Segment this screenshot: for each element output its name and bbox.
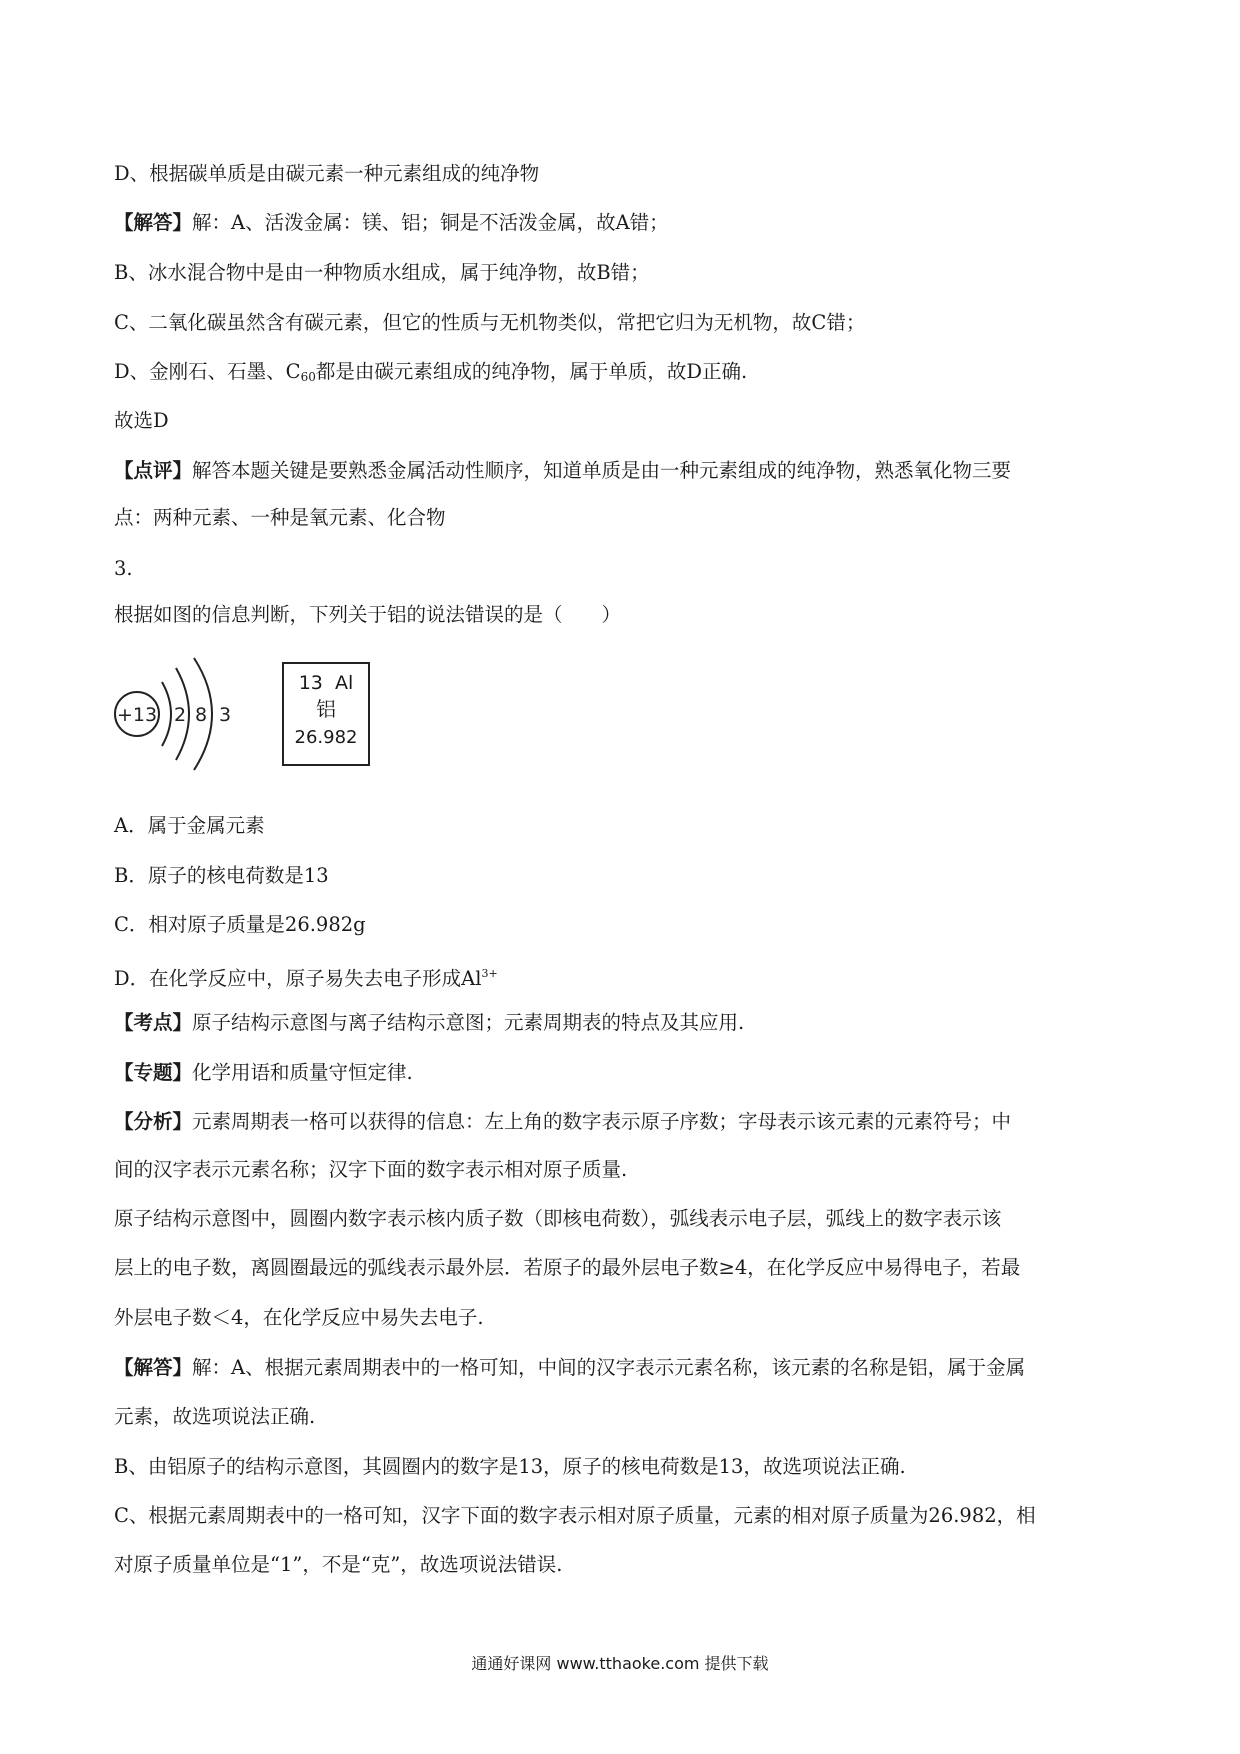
kaodian-text: 原子结构示意图与离子结构示意图；元素周期表的特点及其应用. — [192, 1011, 745, 1034]
fenxi-text: 元素周期表一格可以获得的信息：左上角的数字表示原子序数；字母表示该元素的元素符号；中 — [192, 1110, 1012, 1133]
fenxi-line — [114, 1108, 1011, 1136]
comment-text: 解答本题关键是要熟悉金属活动性顺序，知道单质是由一种元素组成的纯净物，熟悉氧化物三要 — [192, 459, 1012, 482]
periodic-table-cell — [282, 662, 370, 766]
jieda-line — [114, 1354, 1025, 1382]
option-d — [114, 960, 498, 993]
text-segment: 都是由碳元素组成的纯净物，属于单质，故D正确. — [315, 360, 748, 383]
text-line: 点：两种元素、一种是氧元素、化合物 — [114, 506, 446, 529]
zhuanti-text: 化学用语和质量守恒定律. — [192, 1061, 413, 1084]
answer-tag: 【解答】 — [114, 211, 193, 234]
option-a: A．属于金属元素 — [114, 814, 265, 837]
text-line: 外层电子数＜4，在化学反应中易失去电子. — [114, 1306, 484, 1329]
text-line: B、由铝原子的结构示意图，其圆圈内的数字是13，原子的核电荷数是13，故选项说法正确. — [114, 1455, 906, 1478]
element-header — [284, 672, 368, 694]
zhuanti-line — [114, 1059, 413, 1087]
element-name: 铝 — [316, 697, 336, 721]
text-line: 层上的电子数，离圆圈最远的弧线表示最外层．若原子的最外层电子数≥4，在化学反应中易得电子，若最 — [114, 1256, 1021, 1279]
shell-electrons-3: 3 — [218, 704, 232, 726]
option-d-text: D．在化学反应中，原子易失去电子形成Al — [114, 967, 482, 990]
text-line: 元素，故选项说法正确. — [114, 1405, 316, 1428]
aluminum-figure — [114, 638, 374, 788]
shell-electrons-2: 8 — [194, 704, 208, 726]
shell-electrons-1: 2 — [173, 704, 187, 726]
question-number: 3. — [114, 557, 133, 580]
shell-arc-1 — [162, 682, 171, 746]
text-line: C、根据元素周期表中的一格可知，汉字下面的数字表示相对原子质量，元素的相对原子质量为26.982，相 — [114, 1504, 1036, 1527]
page-footer: 通通好课网 www.tthaoke.com 提供下载 — [471, 1654, 769, 1673]
atomic-number: 13 — [298, 672, 323, 694]
subscript: 60 — [300, 370, 316, 384]
comment-line — [114, 457, 1011, 485]
comment-tag: 【点评】 — [114, 459, 193, 482]
text-line: 原子结构示意图中，圆圈内数字表示核内质子数（即核电荷数），弧线表示电子层，弧线上的数字表示该 — [114, 1207, 1002, 1230]
fenxi-tag: 【分析】 — [114, 1110, 193, 1133]
option-c: C．相对原子质量是26.982g — [114, 913, 366, 936]
text-line: D、根据碳单质是由碳元素一种元素组成的纯净物 — [114, 162, 540, 185]
atom-structure-diagram — [114, 638, 279, 788]
element-symbol: Al — [335, 672, 354, 694]
question-stem: 根据如图的信息判断，下列关于铝的说法错误的是（ ） — [114, 603, 622, 626]
text-line: C、二氧化碳虽然含有碳元素，但它的性质与无机物类似，常把它归为无机物，故C错； — [114, 311, 866, 334]
zhuanti-tag: 【专题】 — [114, 1061, 193, 1084]
kaodian-line — [114, 1009, 744, 1037]
text-line: 间的汉字表示元素名称；汉字下面的数字表示相对原子质量. — [114, 1158, 628, 1181]
text-line: B、冰水混合物中是由一种物质水组成，属于纯净物，故B错； — [114, 261, 650, 284]
text-line: 故选D — [114, 409, 169, 432]
answer-text: 解：A、活泼金属：镁、铝；铜是不活泼金属，故A错； — [192, 211, 669, 234]
option-b: B．原子的核电荷数是13 — [114, 864, 329, 887]
superscript: 3+ — [481, 967, 498, 980]
nucleus-charge: +13 — [116, 704, 158, 726]
text-segment: D、金刚石、石墨、C — [114, 360, 301, 383]
kaodian-tag: 【考点】 — [114, 1011, 193, 1034]
jieda-text: 解：A、根据元素周期表中的一格可知，中间的汉字表示元素名称，该元素的名称是铝，属于金属 — [192, 1356, 1026, 1379]
answer-line — [114, 209, 669, 237]
atomic-mass: 26.982 — [294, 727, 358, 748]
text-line: 对原子质量单位是“1”，不是“克”，故选项说法错误. — [114, 1553, 563, 1576]
text-line — [114, 358, 747, 391]
jieda-tag: 【解答】 — [114, 1356, 193, 1379]
